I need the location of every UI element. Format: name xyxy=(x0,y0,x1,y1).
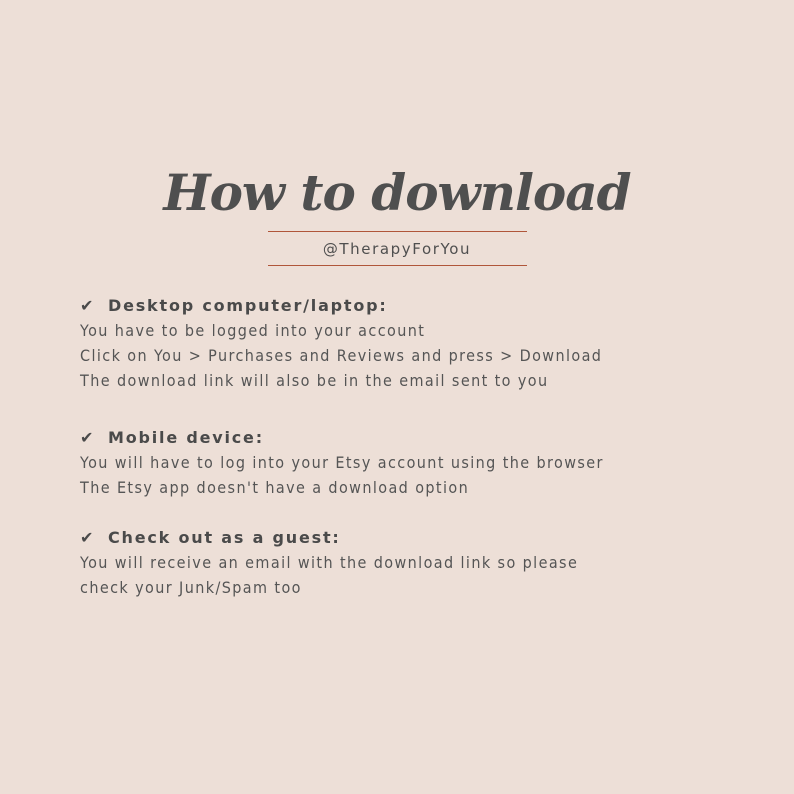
handle-divider-bottom xyxy=(268,265,527,266)
section-mobile xyxy=(80,426,770,500)
section-heading-text: Check out as a guest: xyxy=(108,528,341,547)
checkmark-icon: ✔ xyxy=(80,428,96,447)
instruction-line: Click on You > Purchases and Reviews and press > Download xyxy=(80,346,603,365)
section-desktop xyxy=(80,294,770,393)
checkmark-icon: ✔ xyxy=(80,528,96,547)
section-heading xyxy=(80,426,770,450)
section-heading-text: Mobile device: xyxy=(108,428,264,447)
instruction-line: The Etsy app doesn't have a download option xyxy=(80,478,470,497)
section-heading xyxy=(80,526,770,550)
section-heading-text: Desktop computer/laptop: xyxy=(108,296,388,315)
page-title: How to download xyxy=(163,163,631,222)
section-guest xyxy=(80,526,770,600)
checkmark-icon: ✔ xyxy=(80,296,96,315)
instruction-line: You will receive an email with the download link so please xyxy=(80,553,579,572)
handle-label: @TherapyForYou xyxy=(322,240,472,258)
instruction-line: You will have to log into your Etsy account using the browser xyxy=(80,453,604,472)
instruction-line: check your Junk/Spam too xyxy=(80,578,302,597)
instruction-line: The download link will also be in the email sent to you xyxy=(80,371,549,390)
instruction-line: You have to be logged into your account xyxy=(80,321,426,340)
section-heading xyxy=(80,294,770,318)
handle-divider-top xyxy=(268,231,527,232)
